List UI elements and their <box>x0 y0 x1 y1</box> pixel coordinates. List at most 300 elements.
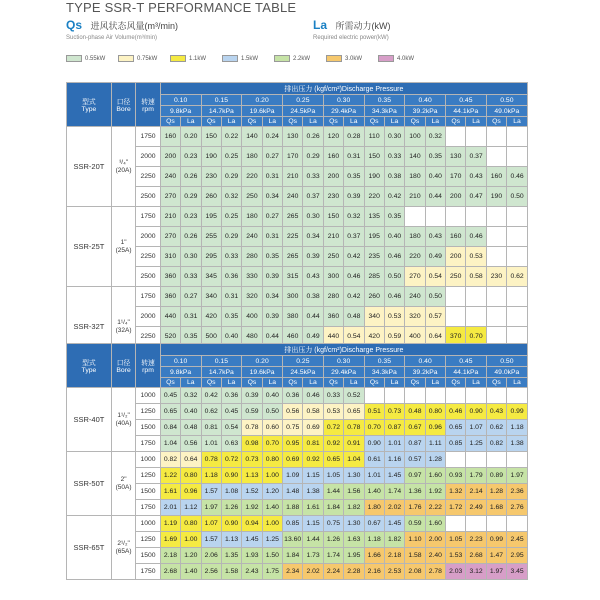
la-cell: 1.74 <box>384 484 404 500</box>
la-cell: 1.20 <box>181 548 201 564</box>
qs-cell: 0.82 <box>160 452 180 468</box>
bore-size <box>111 388 135 452</box>
qs-cell: 170 <box>283 147 303 167</box>
qs-cell: 315 <box>283 267 303 287</box>
qs-cell: 0.78 <box>242 420 262 436</box>
rpm-value: 1000 <box>136 452 160 468</box>
qs-cell: 130 <box>446 147 466 167</box>
qs-cell <box>486 452 506 468</box>
la-cell: 0.44 <box>425 187 445 207</box>
la-cell: 0.31 <box>344 147 364 167</box>
qs-cell: 0.67 <box>405 420 425 436</box>
la-cell: 1.82 <box>344 500 364 516</box>
qs-cell: 1.18 <box>201 468 221 484</box>
la-cell: 0.40 <box>221 327 241 347</box>
qs-cell: 1.40 <box>364 484 384 500</box>
qs-cell <box>446 388 466 404</box>
la-cell: 0.38 <box>303 287 323 307</box>
qs-cell: 2.56 <box>201 564 221 580</box>
la-cell: 1.60 <box>425 468 445 484</box>
la-column-header: La <box>221 378 241 388</box>
rpm-header-en: rpm <box>142 367 154 374</box>
la-column-header: La <box>181 117 201 127</box>
legend-swatch <box>118 55 134 62</box>
qs-cell: 1.48 <box>283 484 303 500</box>
la-cell: 0.47 <box>466 187 486 207</box>
qs-cell: 1.92 <box>242 500 262 516</box>
la-cell: 0.35 <box>181 327 201 347</box>
qs-cell: 1.72 <box>446 500 466 516</box>
qs-cell <box>486 287 506 307</box>
la-cell: 0.33 <box>384 147 404 167</box>
la-cell: 0.24 <box>262 127 282 147</box>
qs-cell: 1.61 <box>160 484 180 500</box>
la-column-header: La <box>303 378 323 388</box>
qs-cell: 1.19 <box>160 516 180 532</box>
qs-cell: 210 <box>323 227 343 247</box>
qs-cell: 0.94 <box>242 516 262 532</box>
la-cell: 0.33 <box>221 247 241 267</box>
la-cell: 0.35 <box>344 167 364 187</box>
qs-cell: 2.24 <box>323 564 343 580</box>
table-row <box>67 468 528 484</box>
la-cell: 1.58 <box>221 564 241 580</box>
qs-cell: 1.26 <box>323 532 343 548</box>
la-cell: 2.28 <box>344 564 364 580</box>
qs-cell: 230 <box>323 187 343 207</box>
la-cell: 2.45 <box>507 532 528 548</box>
la-column-header: La <box>425 117 445 127</box>
kpa-value: 49.0kPa <box>486 367 527 378</box>
qs-cell: 0.39 <box>242 388 262 404</box>
qs-cell: 0.78 <box>201 452 221 468</box>
pressure-value: 0.15 <box>201 95 242 106</box>
qs-cell: 195 <box>201 207 221 227</box>
qs-cell: 1.32 <box>446 484 466 500</box>
qs-cell: 0.56 <box>283 404 303 420</box>
qs-column-header: Qs <box>323 378 343 388</box>
bore-size <box>111 207 135 287</box>
la-cell: 0.78 <box>344 420 364 436</box>
qs-cell <box>486 147 506 167</box>
qs-cell: 190 <box>486 187 506 207</box>
qs-cell <box>405 207 425 227</box>
la-cell: 0.29 <box>221 167 241 187</box>
rpm-header <box>136 83 160 127</box>
la-cell: 0.31 <box>181 307 201 327</box>
la-cell: 1.08 <box>221 484 241 500</box>
qs-cell: 500 <box>201 327 221 347</box>
legend-item <box>326 55 362 62</box>
qs-cell: 280 <box>323 287 343 307</box>
la-cell: 0.27 <box>181 287 201 307</box>
la-cell: 0.29 <box>303 147 323 167</box>
qs-cell: 2.01 <box>160 500 180 516</box>
rpm-value: 2000 <box>136 307 160 327</box>
la-cell: 0.45 <box>221 404 241 420</box>
qs-cell: 160 <box>486 167 506 187</box>
qs-cell: 1.53 <box>446 548 466 564</box>
la-cell: 0.31 <box>221 287 241 307</box>
la-cell: 0.32 <box>181 388 201 404</box>
la-cell: 0.54 <box>425 267 445 287</box>
qs-english: Suction-phase Air Volume(m³/min) <box>66 35 158 41</box>
qs-cell: 1.05 <box>323 468 343 484</box>
legend-label: 4.0kW <box>397 55 415 62</box>
la-cell: 0.99 <box>507 404 528 420</box>
la-cell: 0.20 <box>181 127 201 147</box>
la-cell: 1.01 <box>384 436 404 452</box>
qs-cell: 240 <box>242 227 262 247</box>
la-cell: 0.38 <box>384 167 404 187</box>
la-cell: 1.45 <box>384 468 404 484</box>
bore-metric: (25A) <box>115 246 132 254</box>
legend-item <box>274 55 310 62</box>
la-cell: 0.49 <box>303 327 323 347</box>
qs-cell: 1.47 <box>486 548 506 564</box>
la-cell: 0.49 <box>425 247 445 267</box>
la-cell: 0.58 <box>466 267 486 287</box>
la-cell: 1.12 <box>181 500 201 516</box>
table-row <box>67 147 528 167</box>
model-name: SSR-20T <box>67 127 112 207</box>
qs-cell: 1.44 <box>323 484 343 500</box>
qs-cell: 0.33 <box>323 388 343 404</box>
la-cell <box>507 287 528 307</box>
pressure-value: 0.20 <box>242 95 283 106</box>
la-cell: 0.22 <box>221 127 241 147</box>
la-cell: 0.25 <box>221 207 241 227</box>
pressure-value: 0.30 <box>323 356 364 367</box>
la-column-header: La <box>344 117 364 127</box>
la-cell: 0.54 <box>344 327 364 347</box>
qs-cell: 0.62 <box>486 420 506 436</box>
qs-cell: 300 <box>283 287 303 307</box>
la-cell: 0.46 <box>466 227 486 247</box>
rpm-value: 1750 <box>136 564 160 580</box>
la-column-header: La <box>425 378 445 388</box>
la-cell: 1.28 <box>425 452 445 468</box>
qs-cell: 295 <box>201 247 221 267</box>
la-cell <box>466 307 486 327</box>
la-cell: 0.65 <box>344 404 364 420</box>
rpm-value: 1250 <box>136 468 160 484</box>
qs-cell: 240 <box>405 287 425 307</box>
qs-cell: 360 <box>323 307 343 327</box>
la-column-header: La <box>384 117 404 127</box>
la-cell: 2.18 <box>384 548 404 564</box>
qs-cell: 0.99 <box>486 532 506 548</box>
la-cell <box>466 287 486 307</box>
bore-inch: 1" <box>120 238 127 246</box>
la-cell: 2.02 <box>303 564 323 580</box>
qs-cell: 0.57 <box>405 452 425 468</box>
qs-cell: 150 <box>323 207 343 227</box>
table-row <box>67 267 528 287</box>
qs-cell: 160 <box>446 227 466 247</box>
qs-column-header: Qs <box>446 378 466 388</box>
rpm-value: 1750 <box>136 436 160 452</box>
pressure-value: 0.10 <box>160 356 201 367</box>
la-cell: 0.42 <box>384 187 404 207</box>
la-cell: 1.73 <box>303 548 323 564</box>
la-cell: 0.80 <box>181 468 201 484</box>
bore-header-en: Bore <box>116 106 131 113</box>
qs-cell: 0.51 <box>364 404 384 420</box>
la-cell: 0.26 <box>181 167 201 187</box>
qs-cell: 250 <box>446 267 466 287</box>
kpa-value: 24.5kPa <box>283 367 324 378</box>
qs-cell: 460 <box>283 327 303 347</box>
la-cell: 1.11 <box>425 436 445 452</box>
la-cell <box>507 452 528 468</box>
la-cell: 0.23 <box>181 207 201 227</box>
qs-cell: 400 <box>405 327 425 347</box>
la-cell: 1.44 <box>303 532 323 548</box>
qs-cell: 1.36 <box>405 484 425 500</box>
model-header-cn: 型式 <box>82 360 96 367</box>
qs-column-header: Qs <box>405 378 425 388</box>
la-column-header: La <box>507 117 528 127</box>
qs-cell: 2.18 <box>160 548 180 564</box>
pressure-value: 0.45 <box>446 356 487 367</box>
la-cell: 1.26 <box>221 500 241 516</box>
bore-size <box>111 127 135 207</box>
legend-item <box>170 55 206 62</box>
legend-item <box>378 55 414 62</box>
qs-cell: 0.62 <box>201 404 221 420</box>
la-cell: 0.43 <box>466 167 486 187</box>
qs-cell: 140 <box>242 127 262 147</box>
qs-cell: 0.59 <box>405 516 425 532</box>
la-column-header: La <box>262 117 282 127</box>
qs-cell: 1.66 <box>364 548 384 564</box>
qs-cell: 310 <box>160 247 180 267</box>
la-cell: 0.56 <box>181 436 201 452</box>
qs-column-header: Qs <box>160 117 180 127</box>
qs-cell: 345 <box>201 267 221 287</box>
qs-cell: 1.93 <box>242 548 262 564</box>
la-cell: 0.40 <box>262 388 282 404</box>
la-cell: 0.40 <box>384 227 404 247</box>
table-row <box>67 452 528 468</box>
la-cell: 1.63 <box>344 532 364 548</box>
bore-metric: (40A) <box>115 419 132 427</box>
la-cell: 0.69 <box>303 420 323 436</box>
qs-cell: 190 <box>201 147 221 167</box>
qs-column-header: Qs <box>242 117 262 127</box>
bore-inch: 1¹/₄" <box>117 318 130 326</box>
la-cell: 1.18 <box>507 420 528 436</box>
la-cell: 1.97 <box>507 468 528 484</box>
qs-cell: 220 <box>242 167 262 187</box>
qs-cell: 270 <box>160 227 180 247</box>
qs-cell: 265 <box>283 207 303 227</box>
qs-cell: 0.46 <box>446 404 466 420</box>
bore-header-en: Bore <box>116 367 131 374</box>
qs-column-header: Qs <box>364 117 384 127</box>
qs-cell <box>405 388 425 404</box>
qs-cell: 235 <box>364 247 384 267</box>
la-column-header: La <box>344 378 364 388</box>
bore-header-cn: 口径 <box>116 99 131 106</box>
legend-item <box>222 55 258 62</box>
qs-cell: 1.45 <box>242 532 262 548</box>
rpm-value: 2250 <box>136 247 160 267</box>
pressure-value: 0.15 <box>201 356 242 367</box>
bore-metric: (50A) <box>115 483 132 491</box>
qs-cell: 0.75 <box>283 420 303 436</box>
qs-cell: 2.03 <box>446 564 466 580</box>
la-cell: 1.79 <box>466 468 486 484</box>
rpm-header <box>136 344 160 388</box>
legend-label: 1.5kW <box>241 55 259 62</box>
la-cell: 0.90 <box>466 404 486 420</box>
la-cell: 1.00 <box>262 468 282 484</box>
bore-inch: 2" <box>120 475 127 483</box>
la-cell: 1.60 <box>425 516 445 532</box>
la-cell: 1.25 <box>262 532 282 548</box>
kpa-value: 29.4kPa <box>323 367 364 378</box>
model-header-en: Type <box>81 367 97 374</box>
qs-column-header: Qs <box>364 378 384 388</box>
legend-item <box>66 55 105 62</box>
la-cell: 1.82 <box>384 532 404 548</box>
qs-cell: 160 <box>160 127 180 147</box>
la-cell: 0.33 <box>181 267 201 287</box>
qs-cell: 1.97 <box>486 564 506 580</box>
legend-swatch <box>274 55 290 62</box>
qs-cell: 1.84 <box>283 548 303 564</box>
qs-column-header: Qs <box>242 378 262 388</box>
qs-cell: 140 <box>405 147 425 167</box>
qs-column-header: Qs <box>405 117 425 127</box>
la-cell: 0.53 <box>466 247 486 267</box>
la-cell: 1.20 <box>262 484 282 500</box>
qs-cell <box>446 287 466 307</box>
legend-label: 0.75kW <box>137 55 158 62</box>
la-symbol: La <box>313 18 328 32</box>
la-cell: 0.92 <box>303 452 323 468</box>
la-cell: 0.35 <box>262 247 282 267</box>
kpa-value: 34.3kPa <box>364 106 405 117</box>
la-cell <box>507 247 528 267</box>
qs-cell: 195 <box>364 227 384 247</box>
table-row <box>67 388 528 404</box>
qs-cell: 270 <box>160 187 180 207</box>
qs-cell: 100 <box>405 127 425 147</box>
table-row <box>67 484 528 500</box>
kpa-value: 14.7kPa <box>201 106 242 117</box>
la-cell: 1.75 <box>262 564 282 580</box>
la-cell: 0.80 <box>425 404 445 420</box>
qs-cell: 1.05 <box>446 532 466 548</box>
pressure-value: 0.25 <box>283 356 324 367</box>
performance-table-1 <box>66 82 528 367</box>
qs-cell: 1.13 <box>242 468 262 484</box>
kpa-value: 9.8kPa <box>160 106 201 117</box>
la-cell: 1.30 <box>344 468 364 484</box>
model-header <box>67 344 112 388</box>
qs-cell: 0.98 <box>242 436 262 452</box>
la-cell: 1.30 <box>344 516 364 532</box>
qs-cell: 0.65 <box>160 404 180 420</box>
qs-cell: 480 <box>242 327 262 347</box>
qs-cell: 0.69 <box>283 452 303 468</box>
pressure-title: 排出压力 (kgf/cm²)Discharge Pressure <box>160 83 527 95</box>
la-cell: 0.40 <box>425 167 445 187</box>
qs-cell: 180 <box>242 147 262 167</box>
qs-cell: 280 <box>242 247 262 267</box>
legend-swatch <box>170 55 186 62</box>
qs-cell: 0.93 <box>446 468 466 484</box>
la-cell: 0.70 <box>466 327 486 347</box>
qs-cell <box>446 207 466 227</box>
qs-cell: 400 <box>242 307 262 327</box>
qs-cell: 1.01 <box>364 468 384 484</box>
la-cell <box>507 147 528 167</box>
qs-cell: 210 <box>160 207 180 227</box>
la-cell: 0.59 <box>384 327 404 347</box>
qs-cell: 1.57 <box>201 484 221 500</box>
qs-cell: 110 <box>364 127 384 147</box>
la-cell: 0.81 <box>303 436 323 452</box>
qs-cell: 1.68 <box>486 500 506 516</box>
la-cell: 0.80 <box>181 516 201 532</box>
model-name: SSR-40T <box>67 388 112 452</box>
la-cell: 0.73 <box>384 404 404 420</box>
la-cell: 0.25 <box>221 147 241 167</box>
la-cell <box>425 388 445 404</box>
qs-cell: 0.85 <box>283 516 303 532</box>
legend-swatch <box>66 55 82 62</box>
qs-cell: 420 <box>364 327 384 347</box>
qs-column-header: Qs <box>446 117 466 127</box>
la-cell: 2.53 <box>384 564 404 580</box>
la-cell: 0.35 <box>425 147 445 167</box>
pressure-value: 0.35 <box>364 356 405 367</box>
qs-column-header: Qs <box>160 378 180 388</box>
bore-metric: (65A) <box>115 547 132 555</box>
table-row <box>67 247 528 267</box>
table-row <box>67 532 528 548</box>
la-cell: 1.40 <box>181 564 201 580</box>
qs-cell: 0.36 <box>283 388 303 404</box>
qs-cell: 330 <box>242 267 262 287</box>
la-cell: 0.46 <box>384 287 404 307</box>
la-cell: 0.50 <box>384 267 404 287</box>
model-name: SSR-50T <box>67 452 112 516</box>
bore-size <box>111 516 135 580</box>
qs-cell: 250 <box>242 187 262 207</box>
kpa-value: 19.6kPa <box>242 106 283 117</box>
la-cell: 2.76 <box>507 500 528 516</box>
la-cell: 0.50 <box>262 404 282 420</box>
qs-cell: 2.34 <box>283 564 303 580</box>
rpm-value: 2500 <box>136 187 160 207</box>
la-cell <box>466 127 486 147</box>
table-row <box>67 167 528 187</box>
qs-cell: 1.22 <box>160 468 180 484</box>
la-cell <box>466 388 486 404</box>
qs-cell: 180 <box>405 167 425 187</box>
kpa-value: 9.8kPa <box>160 367 201 378</box>
qs-cell <box>446 127 466 147</box>
la-english: Required electric power(kW) <box>313 35 389 41</box>
qs-cell: 150 <box>364 147 384 167</box>
la-cell: 1.61 <box>303 500 323 516</box>
pressure-value: 0.20 <box>242 356 283 367</box>
